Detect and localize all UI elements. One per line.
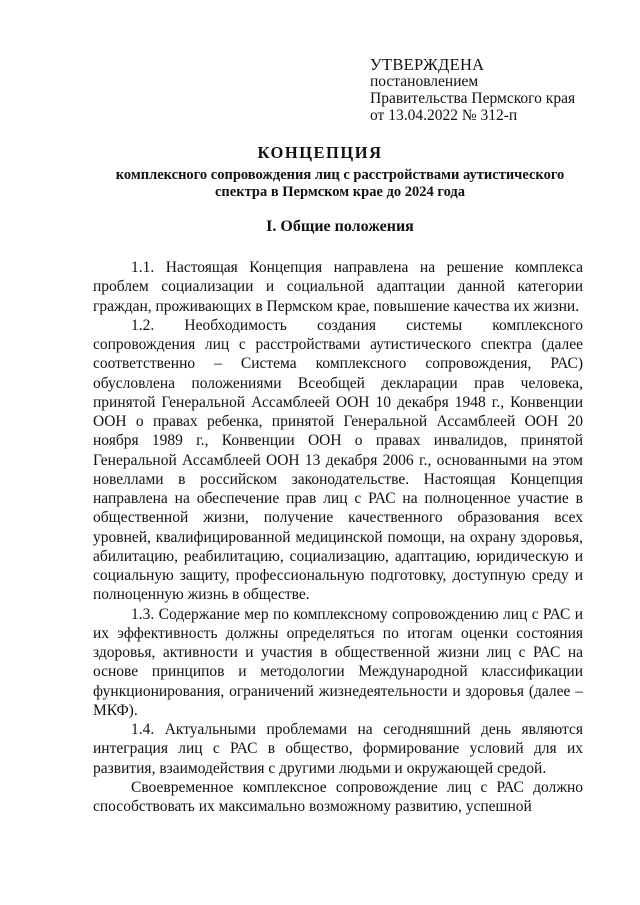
paragraph-1-4: 1.4. Актуальными проблемами на сегодняшний день являются интеграция лиц с РАС в общество, формирование условий для их развития, взаимодействия с другими людьми и окружающей средой.	[93, 721, 583, 777]
section-heading: I. Общие положения	[266, 218, 414, 235]
paragraph-1-2: 1.2. Необходимость создания системы комплексного сопровождения лиц с расстройствами аутистического спектра (далее соответственно – Система комплексного сопровождения, РАС) обусловлена положениями Всеобщей декларации прав человека, принятой Генеральной Ассамблеей ООН 10 декабря 1948 г., Конвенции ООН о правах ребенка, принятой Генеральной Ассамблеей ООН 20 ноября 1989 г., Конвенции ООН о правах инвалидов, принятой Генеральной Ассамблеей ООН 13 декабря 2006 г., основанными на этом новеллами в российском законодательстве. Настоящая Концепция направлена на обеспечение прав лиц с РАС на полноценное участие в общественной жизни, получение качественного образования всех уровней, квалифицированной медицинской помощи, на охрану здоровья, абилитацию, реабилитацию, социализацию, адаптацию, юридическую и социальную защиту, профессиональную подготовку, доступную среду и полноценную жизнь в обществе.	[93, 316, 583, 604]
paragraph-1-3: 1.3. Содержание мер по комплексному сопровождению лиц с РАС и их эффективность должны определяться по итогам оценки состояния здоровья, активности и участия в общественной жизни лиц с РАС на основе принципов и методологии Международной классификации функционирования, ограничений жизнедеятельности и здоровья (далее – МКФ).	[93, 605, 583, 719]
approval-line-resolution: постановлением	[370, 73, 479, 90]
paragraph-1-1: 1.1. Настоящая Концепция направлена на решение комплекса проблем социализации и социальной адаптации данной категории граждан, проживающих в Пермском крае, повышение качества их жизни.	[93, 259, 583, 315]
approval-stamp-block	[370, 56, 620, 124]
approval-line-government: Правительства Пермского края	[370, 90, 576, 107]
document-title: КОНЦЕПЦИЯ	[257, 143, 383, 162]
document-body	[93, 258, 583, 816]
paragraph-continuation: Своевременное комплексное сопровождение лиц с РАС должно способствовать их максимально возможному развитию, успешной	[93, 778, 583, 815]
document-subtitle: комплексного сопровождения лиц с расстройствами аутистического спектра в Пермском крае до 2024 года	[115, 167, 565, 200]
approval-line-date-number: от 13.04.2022 № 312-п	[370, 107, 518, 124]
approval-title: УТВЕРЖДЕНА	[370, 55, 485, 74]
